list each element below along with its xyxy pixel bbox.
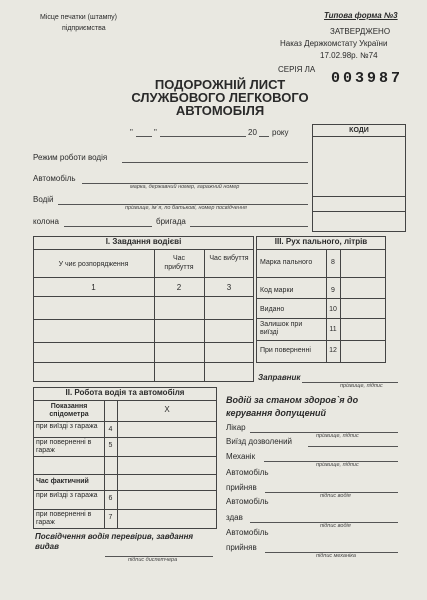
car-accepted-label-a: Автомобіль — [226, 468, 269, 477]
car-label: Автомобіль — [33, 174, 76, 183]
col-num-3: 3 — [226, 283, 232, 292]
codes-box — [312, 124, 406, 232]
refueler-hint: прізвище, підпис — [340, 383, 383, 389]
section3-row-div-1 — [256, 277, 386, 278]
order-line-2: 17.02.98р. №74 — [320, 51, 378, 60]
series-label: СЕРІЯ ЛА — [278, 65, 316, 74]
stamp-org-label: підприємства — [62, 25, 106, 32]
section2-row-div-6 — [33, 509, 217, 510]
approved-label: ЗАТВЕРДЖЕНО — [330, 27, 391, 36]
section2-row-div-3 — [33, 456, 217, 457]
section2-row-div-2 — [33, 437, 217, 438]
driver-label: Водій — [33, 195, 54, 204]
section2-title: ІІ. Робота водія та автомобіля — [65, 388, 185, 397]
section2-title-divider — [33, 400, 217, 401]
fuel-issued-num: 10 — [329, 306, 337, 313]
date-month-field[interactable] — [160, 136, 246, 137]
odometer-return-num: 5 — [108, 442, 113, 449]
title-line-2: СЛУЖБОВОГО ЛЕГКОВОГО — [131, 90, 309, 105]
section1-title: І. Завдання водієві — [105, 237, 182, 246]
section1-row-div-4 — [33, 362, 254, 363]
section3-title-divider — [256, 249, 386, 250]
allowed-departure-label: Виїзд дозволений — [226, 437, 293, 446]
x-mark: X — [164, 405, 170, 414]
section2-row-div-5 — [33, 490, 217, 491]
section2-row-div-4 — [33, 474, 217, 475]
brigade-field[interactable] — [190, 226, 308, 227]
section1-row-div-2 — [33, 319, 254, 320]
hint-driver-sign-2: підпис водія — [320, 523, 351, 529]
title-line-1: ПОДОРОЖНІЙ ЛИСТ — [154, 77, 286, 92]
col-order-label: У чиє розпорядження — [58, 261, 129, 268]
section3-row-div-3 — [256, 318, 386, 319]
col-arrival-label: Час прибуття — [164, 255, 194, 272]
date-year-field[interactable] — [259, 136, 269, 137]
actual-time-label: Час фактичний — [36, 478, 89, 485]
health-title-2: керування допущений — [226, 408, 327, 418]
car-hint: марка, державний номер, гаражний номер — [130, 184, 240, 190]
title-line-3: АВТОМОБІЛЯ — [175, 103, 265, 118]
mechanic-label: Механік — [226, 452, 256, 461]
hint-mech-sign: підпис механіка — [316, 553, 356, 559]
date-quote-close: " — [154, 128, 157, 137]
dispatcher-hint: підпис диспетчера — [128, 557, 178, 563]
section1-title-divider — [33, 249, 254, 250]
stamp-place-label: Місце печатки (штампу) — [40, 14, 118, 21]
fuel-return-num: 12 — [329, 347, 337, 354]
car-handed-label-b: здав — [226, 513, 243, 522]
work-mode-label: Режим роботи водія — [33, 153, 108, 162]
car-handed-label-a: Автомобіль — [226, 497, 269, 506]
section3-title: ІІІ. Рух пального, літрів — [274, 237, 368, 246]
time-return-label: при поверненні в гараж — [36, 511, 92, 526]
fuel-code-label: Код марки — [260, 287, 294, 294]
time-out-label: при виїзді з гаража — [36, 492, 98, 499]
column-field[interactable] — [64, 226, 152, 227]
section1-row-div-1 — [33, 296, 254, 297]
section2-row-div-1 — [33, 421, 217, 422]
odometer-return-label: при поверненні в гараж — [36, 439, 92, 454]
cert-checked-label: Посвідчення водія перевірив, завдання видав — [35, 532, 194, 551]
fuel-return-label: При поверненні — [260, 347, 311, 354]
form-label: Типова форма №3 — [324, 11, 398, 20]
codes-divider-1 — [312, 196, 406, 197]
section1-row-div-3 — [33, 342, 254, 343]
fuel-remain-num: 11 — [329, 326, 337, 333]
car-accepted2-label-a: Автомобіль — [226, 528, 269, 537]
time-return-num: 7 — [108, 514, 113, 521]
fuel-remain-label: Залишок при виїзді — [260, 321, 303, 337]
driver-hint: прізвище, ім`я, по батькові, номер посвідчення — [125, 205, 247, 211]
codes-label: КОДИ — [349, 127, 369, 134]
brigade-label: бригада — [156, 217, 186, 226]
car-accepted-label-b: прийняв — [226, 483, 257, 492]
col-num-1: 1 — [91, 283, 96, 292]
health-title-1: Водій за станом здоров`я до — [226, 395, 359, 405]
order-line-1: Наказ Держкомстату України — [280, 39, 388, 48]
refueler-label: Заправник — [258, 373, 301, 382]
odometer-out-label: при виїзді з гаража — [36, 423, 98, 430]
fuel-issued-label: Видано — [260, 306, 285, 313]
fuel-brand-num: 8 — [331, 259, 335, 266]
date-quote-open: " — [130, 128, 133, 137]
time-out-num: 6 — [108, 495, 113, 502]
hint-name-sign-2: прізвище, підпис — [316, 462, 359, 468]
date-year-prefix: 20 — [248, 128, 257, 137]
doctor-label: Лікар — [226, 423, 246, 432]
fuel-brand-label: Марка пального — [260, 259, 313, 266]
section3-row-div-2 — [256, 298, 386, 299]
work-mode-field[interactable] — [122, 162, 308, 163]
col-departure-label: Час вибуття — [209, 255, 249, 262]
codes-header-divider — [312, 136, 406, 137]
section1-header-divider — [33, 277, 254, 278]
date-day-field[interactable] — [136, 136, 152, 137]
column-label: колона — [33, 217, 59, 226]
date-year-suffix: року — [272, 128, 289, 137]
hint-name-sign-1: прізвище, підпис — [316, 433, 359, 439]
serial-number: 003987 — [331, 70, 404, 87]
allowed-departure-field[interactable] — [308, 446, 398, 447]
codes-divider-2 — [312, 211, 406, 212]
col-num-2: 2 — [176, 283, 182, 292]
odometer-label: Показання спідометра — [49, 403, 89, 419]
fuel-code-num: 9 — [331, 287, 335, 294]
section3-row-div-4 — [256, 340, 386, 341]
odometer-out-num: 4 — [108, 426, 113, 433]
car-accepted2-label-b: прийняв — [226, 543, 257, 552]
hint-driver-sign-1: підпис водія — [320, 493, 351, 499]
section3-col-div-2 — [340, 249, 341, 363]
section3-table — [256, 236, 386, 363]
